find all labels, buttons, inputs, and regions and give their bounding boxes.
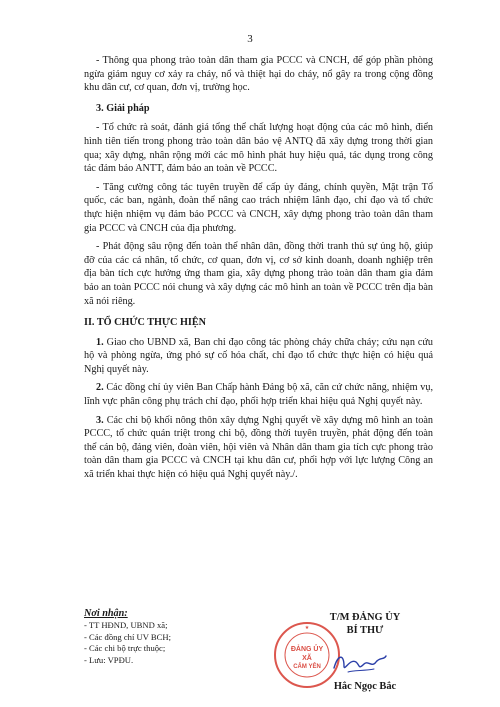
svg-text:★: ★ bbox=[304, 625, 310, 631]
item-number: 2. bbox=[96, 382, 104, 394]
svg-text:CẨM YÊN: CẨM YÊN bbox=[293, 664, 321, 670]
implementation-item-1 bbox=[84, 336, 433, 377]
paragraph-solution-review: - Tổ chức rà soát, đánh giá tổng thể chất lượng hoạt động của các mô hình, điển hình tiên tiến trong phong trào toàn dân bảo vệ ANTQ đã xây dựng trong thời gian qua; xây dựng, nhân rộng mới các mô hình phát huy hiệu quả, tác dụng trong công tác đảm bảo ANTT, đảm bảo an toàn về PCCC. bbox=[84, 122, 433, 175]
signer-name: Hắc Ngọc Bắc bbox=[333, 681, 397, 692]
paragraph-prevention-goal: - Thông qua phong trào toàn dân tham gia PCCC và CNCH, để góp phần phòng ngừa giảm nguy cơ xảy ra cháy, nổ và thiệt hại do cháy, nổ gây ra trong cộng đồng khu dân cư, cơ quan, đơn vị, trường học. bbox=[84, 55, 433, 94]
item-text: Các chi bộ khối nông thôn xây dựng Nghị quyết về xây dựng mô hình an toàn PCCC, tổ chức quán triệt trong chi bộ, đồng thời tuyên truyền, phát động đến toàn thể cán bộ, đảng viên, đoàn viên, hội viên và Nhân dân tham gia tích cực phong trào toàn dân tham gia PCCC và CNCH tại khu dân cư, phối hợp với lực lượng Công an xã triển khai thực hiện có hiệu quả Nghị quyết này./. bbox=[84, 414, 433, 481]
heading-implementation: II. TỔ CHỨC THỰC HIỆN bbox=[84, 317, 206, 329]
page-number: 3 bbox=[247, 33, 253, 45]
item-number: 3. bbox=[96, 414, 104, 426]
recipient-item: - TT HĐND, UBND xã; bbox=[84, 620, 168, 631]
implementation-item-2 bbox=[84, 381, 433, 408]
item-number: 1. bbox=[96, 336, 104, 348]
document-body bbox=[84, 54, 433, 482]
signature-title-line2: BÍ THƯ bbox=[346, 625, 384, 636]
signature-title-line1: T/M ĐẢNG ỦY bbox=[329, 612, 401, 623]
svg-text:ĐẢNG ỦY: ĐẢNG ỦY bbox=[290, 646, 324, 653]
paragraph-solution-mobilize: - Phát động sâu rộng đến toàn thể nhân dân, đồng thời tranh thủ sự ủng hộ, giúp đỡ của các cá nhân, tổ chức, cơ quan, đơn vị, cơ sở kinh doanh, doanh nghiệp trên địa bàn tích cực hưởng ứng tham gia, xây dựng phong trào toàn dân tham gia đảm bảo an toàn PCCC nói chung và xây dựng các mô hình an toàn về PCCC trên địa bàn xã nói riêng. bbox=[84, 241, 433, 307]
recipient-item: - Lưu: VPĐU. bbox=[84, 654, 134, 665]
svg-text:XÃ: XÃ bbox=[302, 655, 312, 662]
handwritten-signature-icon bbox=[330, 648, 390, 678]
implementation-item-3 bbox=[84, 414, 433, 482]
recipient-item: - Các đồng chí UV BCH; bbox=[84, 631, 171, 642]
item-text: Các đồng chí ủy viên Ban Chấp hành Đảng bộ xã, căn cứ chức năng, nhiệm vụ, lĩnh vực phân công phụ trách chỉ đạo, phối hợp triển khai hiệu quả Nghị quyết này. bbox=[84, 382, 433, 408]
signature-title bbox=[290, 611, 440, 637]
item-text: Giao cho UBND xã, Ban chỉ đạo công tác phòng cháy chữa cháy; cứu nạn cứu hộ và phòng ngừa, ứng phó sự cố hóa chất, chỉ đạo tổ chức thực hiện có hiệu quả Nghị quyết này. bbox=[84, 336, 433, 375]
paragraph-solution-propaganda: - Tăng cường công tác tuyên truyền để cấp ủy đảng, chính quyền, Mặt trận Tổ quốc, các ban, ngành, đoàn thể nâng cao trách nhiệm lãnh đạo, chỉ đạo và tổ chức thực hiện nhiệm vụ đảm bảo PCCC và CNCH, xây dựng phong trào toàn dân tham gia PCCC và CNCH của địa phương. bbox=[84, 181, 433, 234]
recipients-block bbox=[84, 608, 244, 666]
heading-solutions: 3. Giải pháp bbox=[96, 102, 150, 114]
recipients-title: Nơi nhận: bbox=[84, 608, 128, 619]
recipient-item: - Các chi bộ trực thuộc; bbox=[84, 643, 166, 654]
